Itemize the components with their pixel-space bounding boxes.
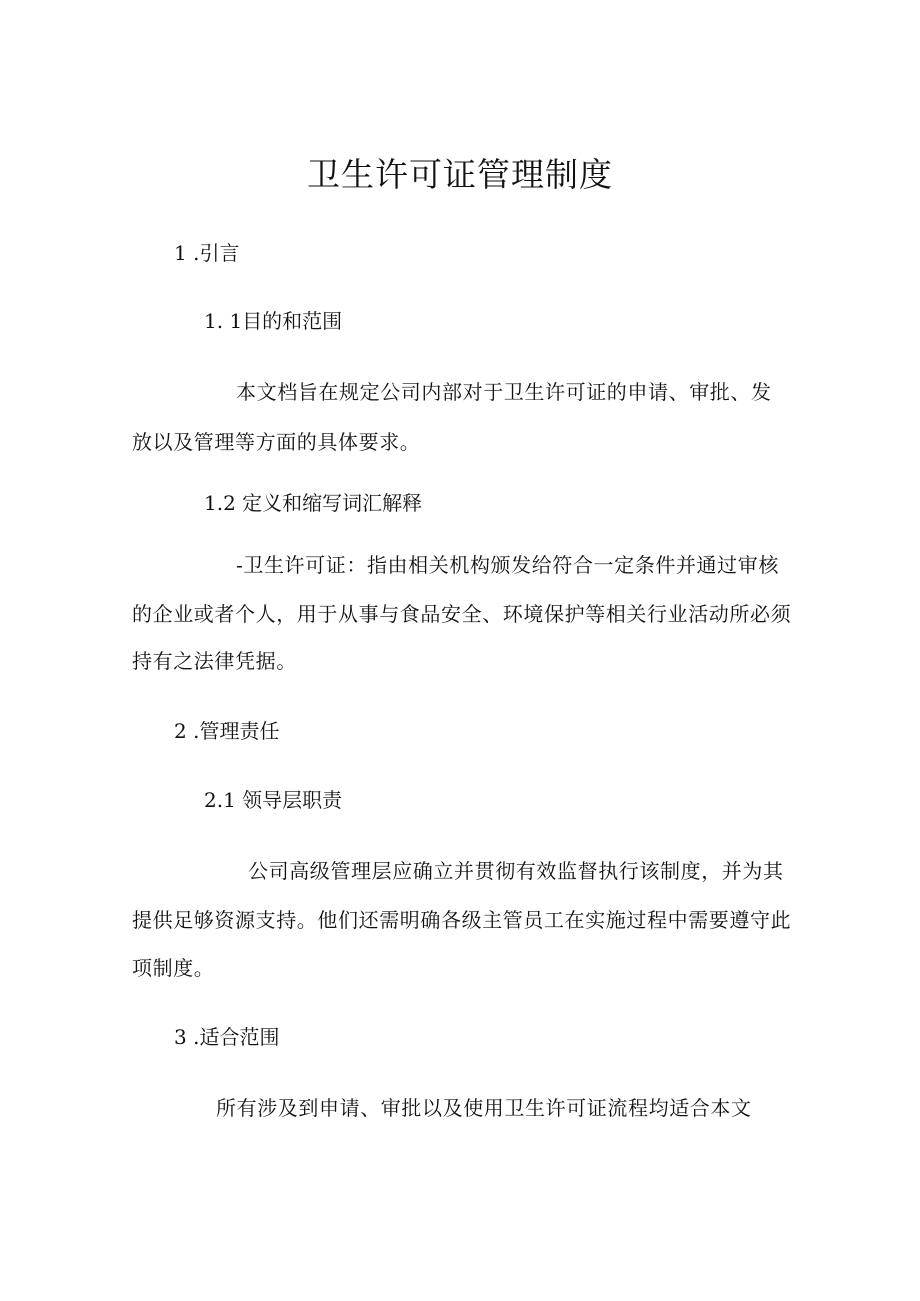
- section-3-paragraph-line: 所有涉及到申请、审批以及使用卫生许可证流程均适合本文: [216, 1096, 752, 1120]
- section-2-1-paragraph-line: 提供足够资源支持。他们还需明确各级主管员工在实施过程中需要遵守此: [132, 908, 792, 932]
- section-1-2-paragraph-line: 的企业或者个人，用于从事与食品安全、环境保护等相关行业活动所必须: [132, 602, 792, 626]
- section-3-heading: 3 .适合范围: [174, 1025, 280, 1049]
- section-1-1-paragraph-line: 本文档旨在规定公司内部对于卫生许可证的申请、审批、发: [236, 380, 772, 404]
- section-1-2-paragraph-line: -卫生许可证：指由相关机构颁发给符合一定条件并通过审核: [236, 553, 779, 577]
- section-1-2-heading: 1.2 定义和缩写词汇解释: [204, 491, 423, 515]
- section-2-1-paragraph-line: 项制度。: [132, 956, 215, 980]
- section-1-1-paragraph-line: 放以及管理等方面的具体要求。: [132, 430, 421, 454]
- section-2-1-heading: 2.1 领导层职责: [204, 788, 343, 812]
- document-title: 卫生许可证管理制度: [307, 155, 613, 194]
- section-1-1-heading: 1. 1目的和范围: [204, 309, 343, 333]
- section-2-1-paragraph-line: 公司高级管理层应确立并贯彻有效监督执行该制度，并为其: [248, 859, 784, 883]
- section-1-2-paragraph-line: 持有之法律凭据。: [132, 649, 297, 673]
- section-2-heading: 2 .管理责任: [174, 719, 280, 743]
- section-1-heading: 1 .引言: [174, 241, 240, 265]
